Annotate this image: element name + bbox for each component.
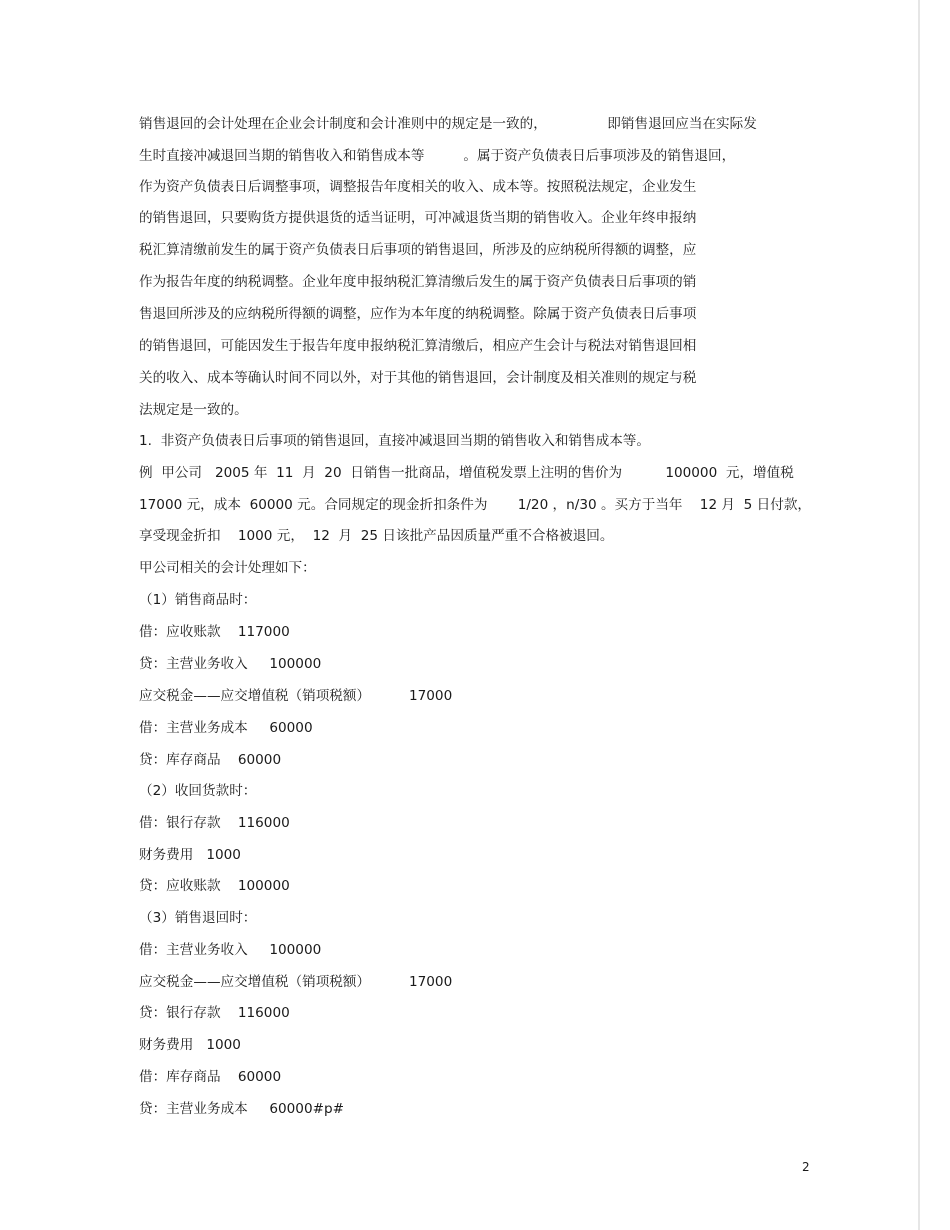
entry-line: 应交税金——应交增值税（销项税额） 17000 (139, 688, 453, 704)
entry-line: 贷：库存商品 60000 (139, 752, 282, 768)
entry-line: 财务费用 1000 (139, 847, 241, 863)
entry-heading-return: （3）销售退回时： (139, 910, 257, 926)
page-number: 2 (802, 1160, 810, 1174)
text-line: 的销售退回，可能因发生于报告年度申报纳税汇算清缴后，相应产生会计与税法对销售退回相 (139, 338, 697, 354)
entry-heading-payment: （2）收回货款时： (139, 783, 257, 799)
text-line: 关的收入、成本等确认时间不同以外，对于其他的销售退回，会计制度及相关准则的规定与税 (139, 370, 697, 386)
text-line: 生时直接冲减退回当期的销售收入和销售成本等 。属于资产负债表日后事项涉及的销售退回， (139, 148, 736, 164)
page-edge-divider (918, 0, 920, 1230)
example-line: 享受现金折扣 1000 元， 12 月 25 日该批产品因质量严重不合格被退回。 (139, 528, 614, 544)
entry-line: 应交税金——应交增值税（销项税额） 17000 (139, 974, 453, 990)
entry-line: 财务费用 1000 (139, 1037, 241, 1053)
example-line: 例 甲公司 2005 年 11 月 20 日销售一批商品，增值税发票上注明的售价为 100000 元，增值税 (139, 465, 794, 481)
entry-line: 贷：应收账款 100000 (139, 878, 290, 894)
text-line: 法规定是一致的。 (139, 402, 248, 418)
journal-intro: 甲公司相关的会计处理如下： (139, 560, 316, 576)
text-line: 税汇算清缴前发生的属于资产负债表日后事项的销售退回，所涉及的应纳税所得额的调整，应 (139, 242, 697, 258)
text-line: 作为报告年度的纳税调整。企业年度申报纳税汇算清缴后发生的属于资产负债表日后事项的销 (139, 274, 697, 290)
entry-line: 借：应收账款 117000 (139, 624, 290, 640)
item1-heading: 1. 非资产负债表日后事项的销售退回，直接冲减退回当期的销售收入和销售成本等。 (139, 433, 650, 449)
entry-line: 借：主营业务成本 60000 (139, 720, 313, 736)
text-line: 的销售退回，只要购货方提供退货的适当证明，可冲减退货当期的销售收入。企业年终申报纳 (139, 210, 697, 226)
entry-line: 借：库存商品 60000 (139, 1069, 282, 1085)
entry-line: 借：主营业务收入 100000 (139, 942, 322, 958)
text-line: 售退回所涉及的应纳税所得额的调整，应作为本年度的纳税调整。除属于资产负债表日后事项 (139, 306, 697, 322)
example-line: 17000 元，成本 60000 元。合同规定的现金折扣条件为 1/20 ，n/30 。买方于当年 12 月 5 日付款， (139, 497, 812, 513)
text-line: 销售退回的会计处理在企业会计制度和会计准则中的规定是一致的， 即销售退回应当在实际发 (139, 116, 757, 132)
entry-line: 借：银行存款 116000 (139, 815, 290, 831)
entry-line: 贷：主营业务成本 60000#p# (139, 1101, 345, 1117)
text-line: 作为资产负债表日后调整事项，调整报告年度相关的收入、成本等。按照税法规定，企业发生 (139, 179, 697, 195)
entry-heading-sale: （1）销售商品时： (139, 592, 257, 608)
entry-line: 贷：主营业务收入 100000 (139, 656, 322, 672)
entry-line: 贷：银行存款 116000 (139, 1005, 290, 1021)
